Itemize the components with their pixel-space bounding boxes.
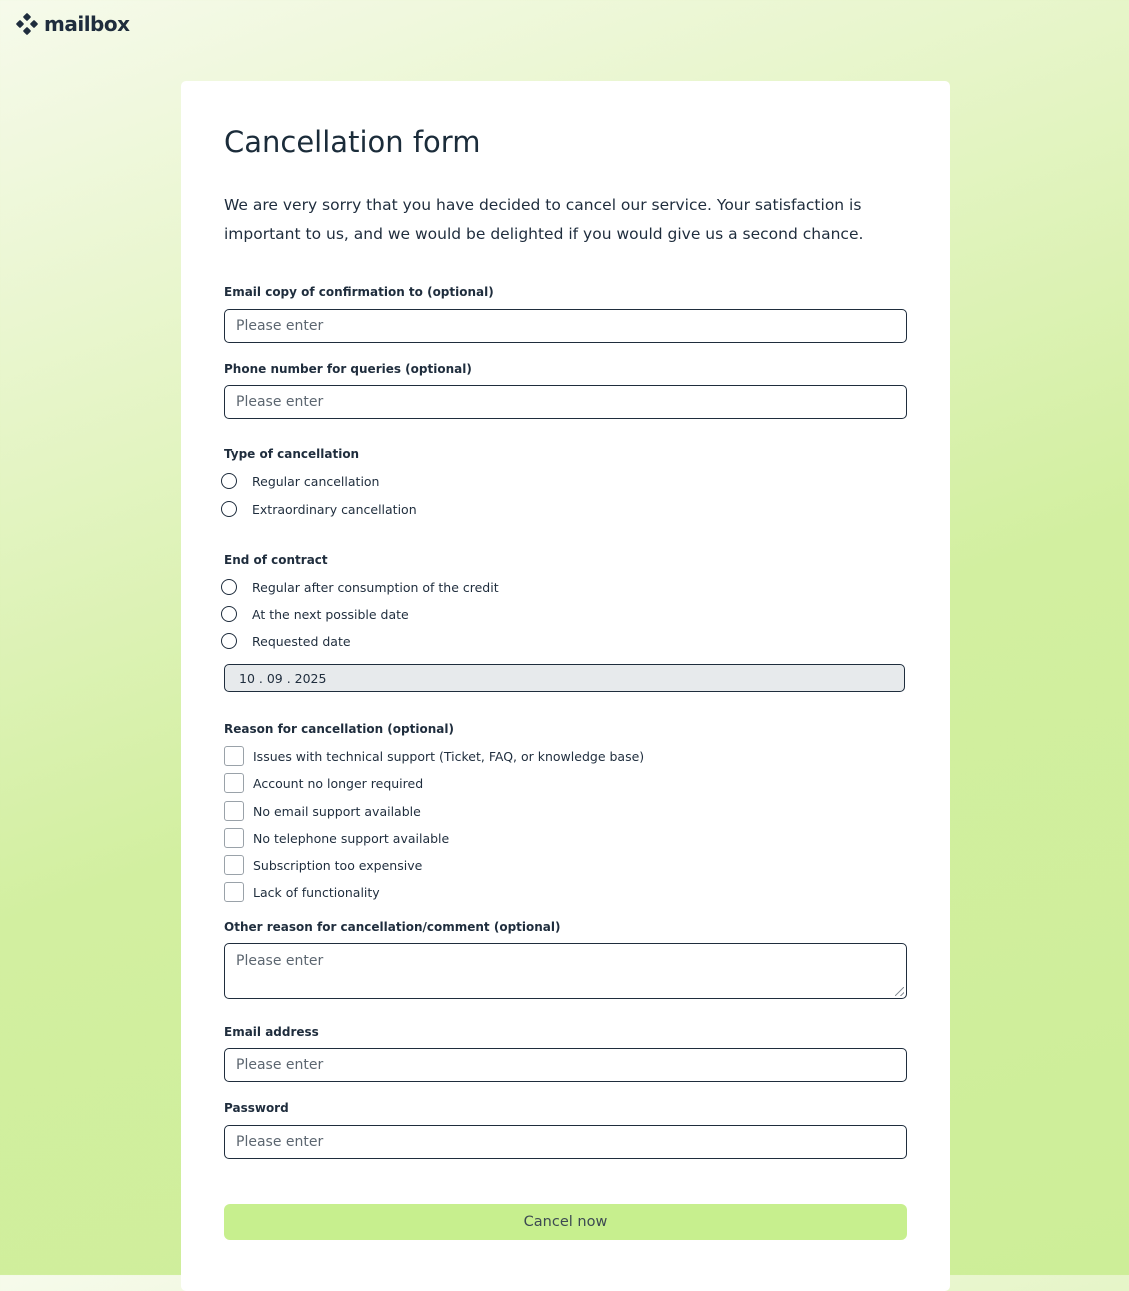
email-copy-input[interactable]: [225, 310, 906, 342]
other-reason-label: Other reason for cancellation/comment (optional): [224, 920, 561, 934]
checkbox-no-telephone-support[interactable]: [221, 828, 449, 848]
phone-label: Phone number for queries (optional): [224, 362, 472, 376]
radio-regular-cancellation[interactable]: [221, 473, 379, 489]
password-label: Password: [224, 1101, 289, 1115]
radio-label: Requested date: [252, 633, 351, 649]
checkbox[interactable]: [224, 746, 244, 766]
checkbox[interactable]: [224, 773, 244, 793]
checkbox-label: Issues with technical support (Ticket, FAQ, or knowledge base): [253, 748, 645, 764]
checkbox-account-not-required[interactable]: [221, 773, 423, 793]
requested-date-value: 10 . 09 . 2025: [239, 670, 327, 686]
radio-next-possible-date[interactable]: [221, 606, 409, 622]
checkbox-label: Lack of functionality: [253, 884, 380, 900]
resize-grip-icon[interactable]: [895, 987, 904, 996]
phone-input[interactable]: [225, 386, 906, 418]
radio-button[interactable]: [221, 501, 237, 517]
checkbox[interactable]: [224, 828, 244, 848]
intro-text: We are very sorry that you have decided to cancel our service. Your satisfaction is important to us, and we would be delighted if you would give us a second chance.: [224, 196, 864, 243]
email-copy-field-wrapper: [224, 309, 907, 343]
mailbox-logo-icon: [16, 13, 38, 35]
radio-label: At the next possible date: [252, 606, 409, 622]
brand-logo[interactable]: [16, 12, 130, 36]
checkbox[interactable]: [224, 801, 244, 821]
checkbox[interactable]: [224, 882, 244, 902]
email-address-label: Email address: [224, 1025, 319, 1039]
radio-label: Regular after consumption of the credit: [252, 579, 499, 595]
reasons-label: Reason for cancellation (optional): [224, 722, 454, 736]
checkbox[interactable]: [224, 855, 244, 875]
radio-regular-after-credit[interactable]: [221, 579, 499, 595]
radio-button[interactable]: [221, 473, 237, 489]
radio-label: Extraordinary cancellation: [252, 501, 417, 517]
radio-extraordinary-cancellation[interactable]: [221, 501, 417, 517]
radio-button[interactable]: [221, 606, 237, 622]
email-copy-label: Email copy of confirmation to (optional): [224, 285, 494, 299]
password-input[interactable]: [225, 1126, 906, 1158]
checkbox-technical-support[interactable]: [221, 746, 644, 766]
other-reason-field-wrapper: [224, 943, 907, 999]
email-address-input[interactable]: [225, 1049, 906, 1081]
checkbox-too-expensive[interactable]: [221, 855, 422, 875]
other-reason-textarea[interactable]: [225, 944, 906, 998]
checkbox-label: Subscription too expensive: [253, 857, 423, 873]
checkbox-no-email-support[interactable]: [221, 801, 421, 821]
radio-button[interactable]: [221, 633, 237, 649]
end-of-contract-label: End of contract: [224, 553, 328, 567]
checkbox-label: Account no longer required: [253, 775, 424, 791]
radio-requested-date[interactable]: [221, 633, 351, 649]
requested-date-input[interactable]: [224, 664, 905, 692]
checkbox-label: No email support available: [253, 803, 421, 819]
radio-label: Regular cancellation: [252, 473, 380, 489]
password-field-wrapper: [224, 1125, 907, 1159]
cancellation-form-card: [181, 81, 950, 1291]
checkbox-lack-of-functionality[interactable]: [221, 882, 380, 902]
email-address-field-wrapper: [224, 1048, 907, 1082]
brand-name: mailbox: [44, 12, 130, 36]
radio-button[interactable]: [221, 579, 237, 595]
phone-field-wrapper: [224, 385, 907, 419]
page-title: Cancellation form: [224, 125, 481, 159]
cancel-now-button[interactable]: Cancel now: [224, 1204, 907, 1240]
cancellation-type-label: Type of cancellation: [224, 447, 360, 461]
checkbox-label: No telephone support available: [253, 830, 450, 846]
